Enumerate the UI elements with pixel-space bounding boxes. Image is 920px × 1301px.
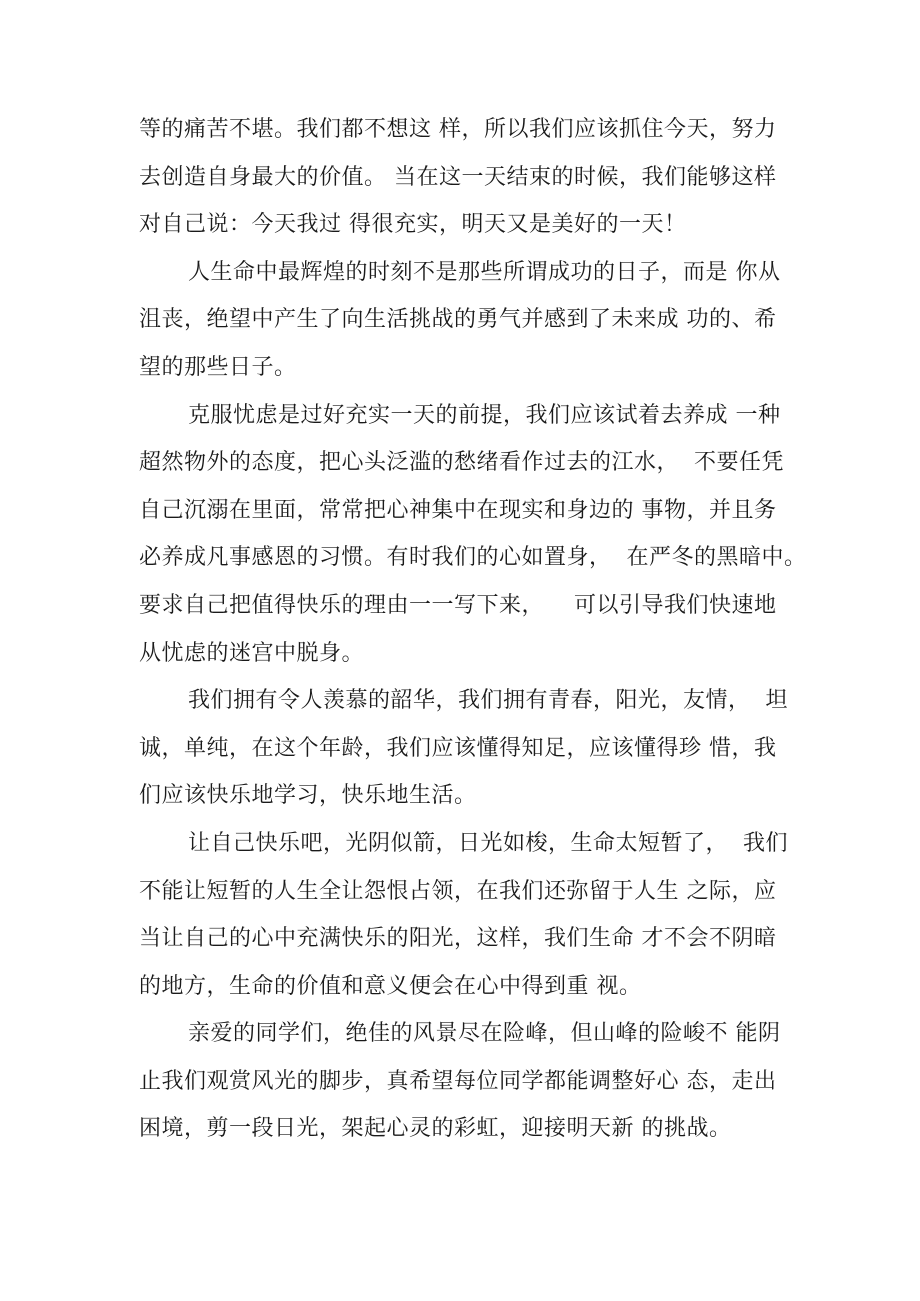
paragraph-2 — [139, 249, 794, 392]
text-line: 不能让短暂的人生全让怨恨占领，在我们还弥留于人生 之际，应 — [139, 878, 777, 904]
text-line: 诚，单纯，在这个年龄，我们应该懂得知足，应该懂得珍 惜，我 — [139, 735, 777, 761]
text-line: 从忧虑的迷宫中脱身。 — [139, 640, 365, 666]
text-line: 让自己快乐吧，光阴似箭，日光如梭，生命太短暂了， 我们 — [188, 830, 788, 856]
text-line: 自己沉溺在里面，常常把心神集中在现实和身边的 事物，并且务 — [139, 497, 777, 523]
text-line: 的地方，生命的价值和意义便会在心中得到重 视。 — [139, 973, 642, 999]
text-line: 困境，剪一段日光，架起心灵的彩虹，迎接明天新 的挑战。 — [139, 1116, 732, 1142]
text-line: 等的痛苦不堪。我们都不想这 样，所以我们应该抓住今天，努力 — [139, 117, 777, 142]
text-line: 超然物外的态度，把心头泛滥的愁绪看作过去的江水， 不要任凭 — [139, 450, 784, 476]
text-line: 克服忧虑是过好充实一天的前提，我们应该试着去养成 一种 — [188, 402, 781, 428]
paragraph-1 — [139, 106, 794, 249]
text-line: 止我们观赏风光的脚步，真希望每位同学都能调整好心 态，走出 — [139, 1068, 777, 1094]
text-line: 亲爱的同学们，绝佳的风景尽在险峰，但山峰的险峻不 能阴 — [188, 1021, 781, 1047]
text-line: 对自己说：今天我过 得很充实，明天又是美好的一天！ — [139, 212, 687, 238]
text-line: 沮丧，绝望中产生了向生活挑战的勇气并感到了未来成 功的、希 — [139, 307, 777, 333]
paragraph-5 — [139, 820, 794, 1010]
paragraph-3 — [139, 392, 807, 678]
text-line: 人生命中最辉煌的时刻不是那些所谓成功的日子，而是 你从 — [188, 259, 781, 285]
text-line: 望的那些日子。 — [139, 354, 297, 380]
text-line: 当让自己的心中充满快乐的阳光，这样，我们生命 才不会不阴暗 — [139, 926, 777, 952]
paragraph-6 — [139, 1010, 794, 1153]
paragraph-4 — [139, 677, 794, 820]
text-line: 我们拥有令人羡慕的韶华，我们拥有青春，阳光，友情， 坦 — [188, 688, 788, 714]
text-line: 去创造自身最大的价值。 当在这一天结束的时候，我们能够这样 — [139, 164, 777, 190]
document-body — [139, 106, 807, 1153]
text-line: 必养成凡事感恩的习惯。有时我们的心如置身， 在严冬的黑暗中。 — [139, 545, 807, 571]
text-line: 要求自己把值得快乐的理由一一写下来， 可以引导我们快速地 — [139, 592, 777, 618]
text-line: 们应该快乐地学习，快乐地生活。 — [139, 783, 477, 809]
